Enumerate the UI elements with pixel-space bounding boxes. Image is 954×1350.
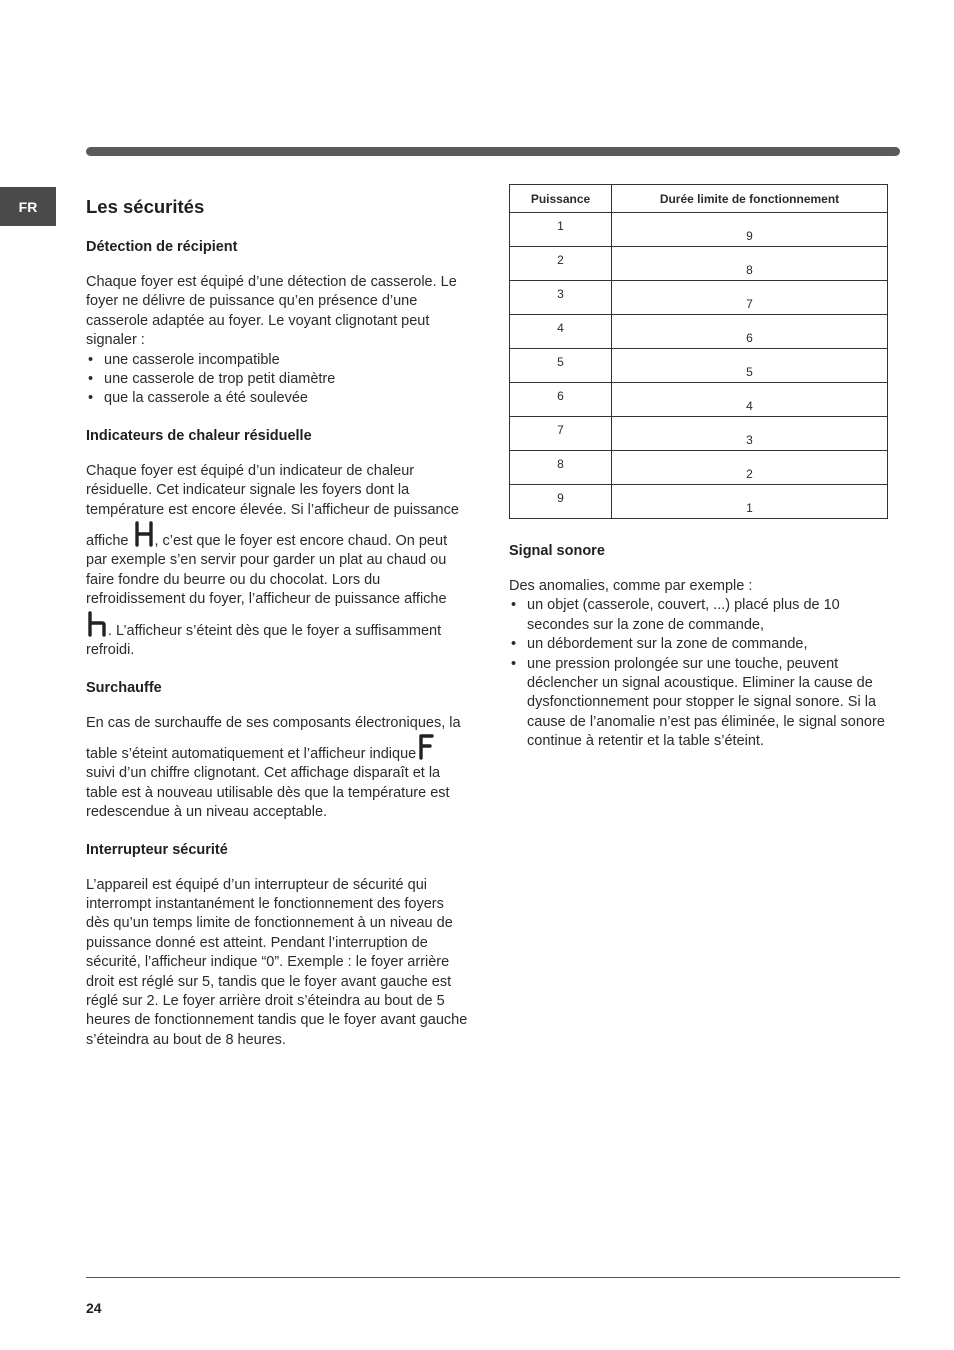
section-sound-signal [509, 543, 889, 752]
overheat-text-part-1: En cas de surchauffe de ses composants électroniques, la table s’éteint automatiquement et l’afficheur indique [86, 714, 461, 762]
power-cell: 2 [510, 247, 612, 281]
power-cell: 6 [510, 383, 612, 417]
power-cell: 1 [510, 213, 612, 247]
signal-list [509, 596, 889, 751]
list-item: • une pression prolongée sur une touche, peuvent déclencher un signal acoustique. Eliminer la cause de dysfonctionnement pour stopper le signal sonore. Si la cause de l’anomalie n’est pas éliminée, le signal sonore continue à retentir et la table s’éteint. [509, 655, 889, 752]
duration-cell: 3 [612, 417, 888, 451]
table-row [510, 383, 888, 417]
duration-cell: 1 [612, 485, 888, 519]
detection-heading: Détection de récipient [86, 239, 238, 255]
display-F-icon [417, 733, 437, 761]
list-item: • une casserole de trop petit diamètre [86, 370, 471, 389]
display-h-icon [87, 610, 107, 638]
residual-text-part-3: . L’afficheur s’éteint dès que le foyer a suffisamment refroidi. [86, 622, 442, 659]
residual-heading: Indicateurs de chaleur résiduelle [86, 427, 312, 444]
duration-cell: 5 [612, 349, 888, 383]
power-cell: 9 [510, 485, 612, 519]
page-title: Les sécurités [86, 196, 205, 217]
duration-cell: 6 [612, 315, 888, 349]
duration-table [509, 184, 888, 519]
table-row [510, 281, 888, 315]
residual-text-part-2: , c’est que le foyer est encore chaud. On peut par exemple s’en servir pour garder un plat au chaud ou faire fondre du beurre ou du chocolat. Lors du refroidissement du foyer, l’afficheur de puissance affiche [86, 533, 448, 608]
power-cell: 8 [510, 451, 612, 485]
table-row [510, 485, 888, 519]
overheat-text [86, 714, 471, 823]
duration-cell: 9 [612, 213, 888, 247]
list-item: • que la casserole a été soulevée [86, 389, 471, 408]
left-column [86, 196, 471, 1069]
table-row [510, 213, 888, 247]
overheat-heading: Surchauffe [86, 679, 162, 696]
column-header-duration: Durée limite de fonctionnement [612, 185, 888, 213]
power-cell: 4 [510, 315, 612, 349]
section-residual-heat [86, 428, 471, 661]
duration-cell: 7 [612, 281, 888, 315]
column-header-power: Puissance [510, 185, 612, 213]
list-item: • un objet (casserole, couvert, ...) placé plus de 10 secondes sur la zone de commande, [509, 596, 889, 635]
switch-heading: Interrupteur sécurité [86, 841, 228, 858]
overheat-text-part-2: suivi d’un chiffre clignotant. Cet affichage disparaît et la table est à nouveau utilisable dès que la température est redescendue à un niveau acceptable. [86, 765, 450, 821]
header-rule [86, 147, 900, 156]
section-overheat [86, 680, 471, 823]
section-detection [86, 239, 471, 409]
section-safety-switch [86, 842, 471, 1051]
table-row [510, 349, 888, 383]
table-row [510, 451, 888, 485]
signal-intro: Des anomalies, comme par exemple : [509, 578, 753, 594]
table-row [510, 315, 888, 349]
list-item: • un débordement sur la zone de commande, [509, 635, 889, 654]
signal-heading: Signal sonore [509, 543, 605, 559]
residual-text [86, 462, 471, 661]
power-cell: 3 [510, 281, 612, 315]
table-row [510, 247, 888, 281]
table-header-row [510, 185, 888, 213]
duration-cell: 8 [612, 247, 888, 281]
power-cell: 5 [510, 349, 612, 383]
residual-text-part-1: Chaque foyer est équipé d’un indicateur de chaleur résiduelle. Cet indicateur signale les foyers dont la température est encore élevée. Si l’afficheur de puissance affiche [86, 462, 459, 550]
language-tab: FR [0, 187, 56, 226]
footer-rule [86, 1277, 900, 1278]
table-row [510, 417, 888, 451]
detection-list [86, 351, 471, 409]
right-column [509, 184, 889, 752]
power-cell: 7 [510, 417, 612, 451]
duration-cell: 4 [612, 383, 888, 417]
duration-cell: 2 [612, 451, 888, 485]
display-H-icon [134, 520, 154, 548]
list-item: • une casserole incompatible [86, 351, 471, 370]
detection-text: Chaque foyer est équipé d’une détection de casserole. Le foyer ne délivre de puissance qu’en présence d’une casserole adaptée au foyer. Le voyant clignotant peut signaler : [86, 274, 457, 349]
switch-text: L’appareil est équipé d’un interrupteur de sécurité qui interrompt instantanément le fonctionnement des foyers dès qu’un temps limite de fonctionnement à un niveau de puissance donné est atteint. Pendant l’interruption de sécurité, l’afficheur indique “0”. Exemple : le foyer arrière droit est réglé sur 5, tandis que le foyer avant gauche est réglé sur 2. Le foyer arrière droit s’éteindra au bout de 5 heures de fonctionnement tandis que le foyer avant gauche s’éteindra au bout de 8 heures. [86, 876, 468, 1048]
page-number: 24 [86, 1300, 102, 1316]
